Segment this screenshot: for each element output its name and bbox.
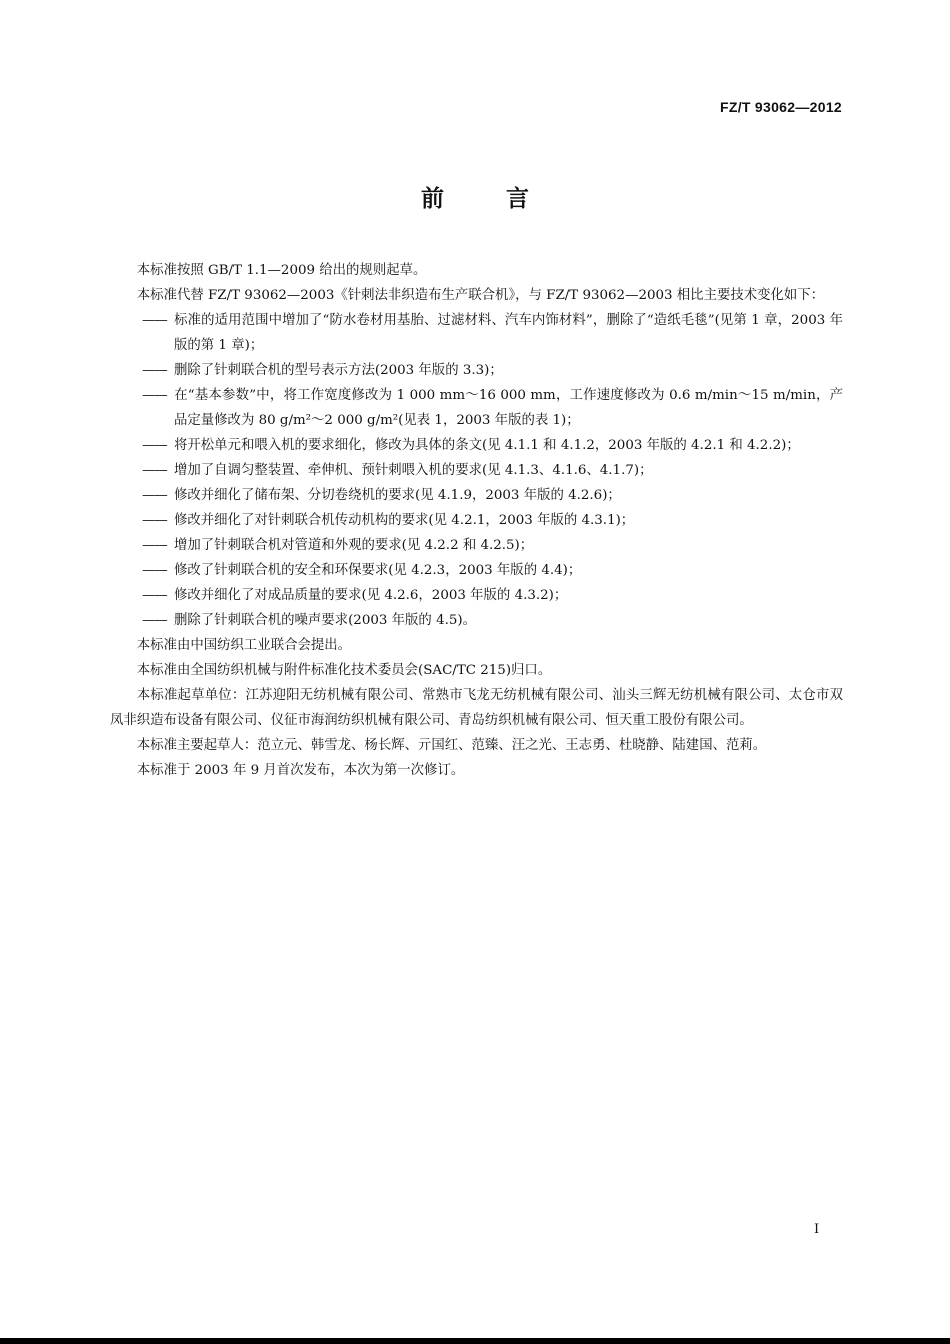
paragraph-drafting-units: 本标准起草单位：江苏迎阳无纺机械有限公司、常熟市飞龙无纺机械有限公司、汕头三辉无纺机械有限公司、太仓市双凤非织造布设备有限公司、仪征市海润纺织机械有限公司、青岛纺织机械有限公司、恒天重工股份有限公司。 [110,688,843,728]
dash-mark: —— [142,588,167,603]
paragraph-release-history: 本标准于 2003 年 9 月首次发布，本次为第一次修订。 [136,763,465,778]
paragraph-replacement: 本标准代替 FZ/T 93062—2003《针刺法非织造布生产联合机》，与 FZ/T 93062—2003 相比主要技术变化如下： [136,288,825,303]
dash-mark: —— [142,438,167,453]
dash-mark: —— [142,513,167,528]
list-item [110,508,843,533]
list-item [110,358,843,383]
dash-mark: —— [142,563,167,578]
document-body [110,258,843,783]
paragraph-administrator: 本标准由全国纺织机械与附件标准化技术委员会(SAC/TC 215)归口。 [136,663,552,678]
list-item-text: 增加了针刺联合机对管道和外观的要求(见 4.2.2 和 4.2.5)； [174,538,534,553]
list-item-text: 修改并细化了对针刺联合机传动机构的要求(见 4.2.1，2003 年版的 4.3.1)； [174,513,635,528]
list-item-text: 删除了针刺联合机的型号表示方法(2003 年版的 3.3)； [174,363,503,378]
list-item [110,558,843,583]
list-item [110,483,843,508]
list-item [110,308,843,358]
list-item [110,458,843,483]
list-item-text: 删除了针刺联合机的噪声要求(2003 年版的 4.5)。 [174,613,476,628]
list-item-text: 增加了自调匀整装置、牵伸机、预针刺喂入机的要求(见 4.1.3、4.1.6、4.1.7)； [174,463,653,478]
list-item-text: 修改并细化了储布架、分切卷绕机的要求(见 4.1.9，2003 年版的 4.2.6)； [174,488,621,503]
standard-number: FZ/T 93062—2012 [719,99,842,115]
list-item-text: 修改并细化了对成品质量的要求(见 4.2.6，2003 年版的 4.3.2)； [174,588,568,603]
list-item [110,383,843,433]
list-item-text: 修改了针刺联合机的安全和环保要求(见 4.2.3，2003 年版的 4.4)； [174,563,582,578]
list-item [110,533,843,558]
list-item-text: 将开松单元和喂入机的要求细化，修改为具体的条文(见 4.1.1 和 4.1.2，2003 年版的 4.2.1 和 4.2.2)； [174,438,800,453]
list-item [110,608,843,633]
page-title: 前言 [421,186,591,212]
bottom-border [0,1338,950,1344]
list-item-text: 在“基本参数”中，将工作宽度修改为 1 000 mm～16 000 mm，工作速度修改为 0.6 m/min～15 m/min，产品定量修改为 80 g/m²～2 000 g/m²(见表 1，2003 年版的表 1)； [174,388,843,428]
page-number: I [814,1222,820,1237]
list-item [110,433,843,458]
dash-mark: —— [142,388,167,403]
dash-mark: —— [142,363,167,378]
dash-mark: —— [142,613,167,628]
paragraph-drafting-rules: 本标准按照 GB/T 1.1—2009 给出的规则起草。 [136,263,427,278]
dash-mark: —— [142,313,167,328]
paragraph-proposer: 本标准由中国纺织工业联合会提出。 [136,638,352,653]
list-item [110,583,843,608]
list-item-text: 标准的适用范围中增加了“防水卷材用基胎、过滤材料、汽车内饰材料”，删除了“造纸毛毯”(见第 1 章，2003 年版的第 1 章)； [174,313,843,353]
dash-mark: —— [142,538,167,553]
dash-mark: —— [142,488,167,503]
dash-mark: —— [142,463,167,478]
paragraph-drafters: 本标准主要起草人：范立元、韩雪龙、杨长辉、亓国红、范臻、汪之光、王志勇、杜晓静、陆建国、范莉。 [136,738,767,753]
